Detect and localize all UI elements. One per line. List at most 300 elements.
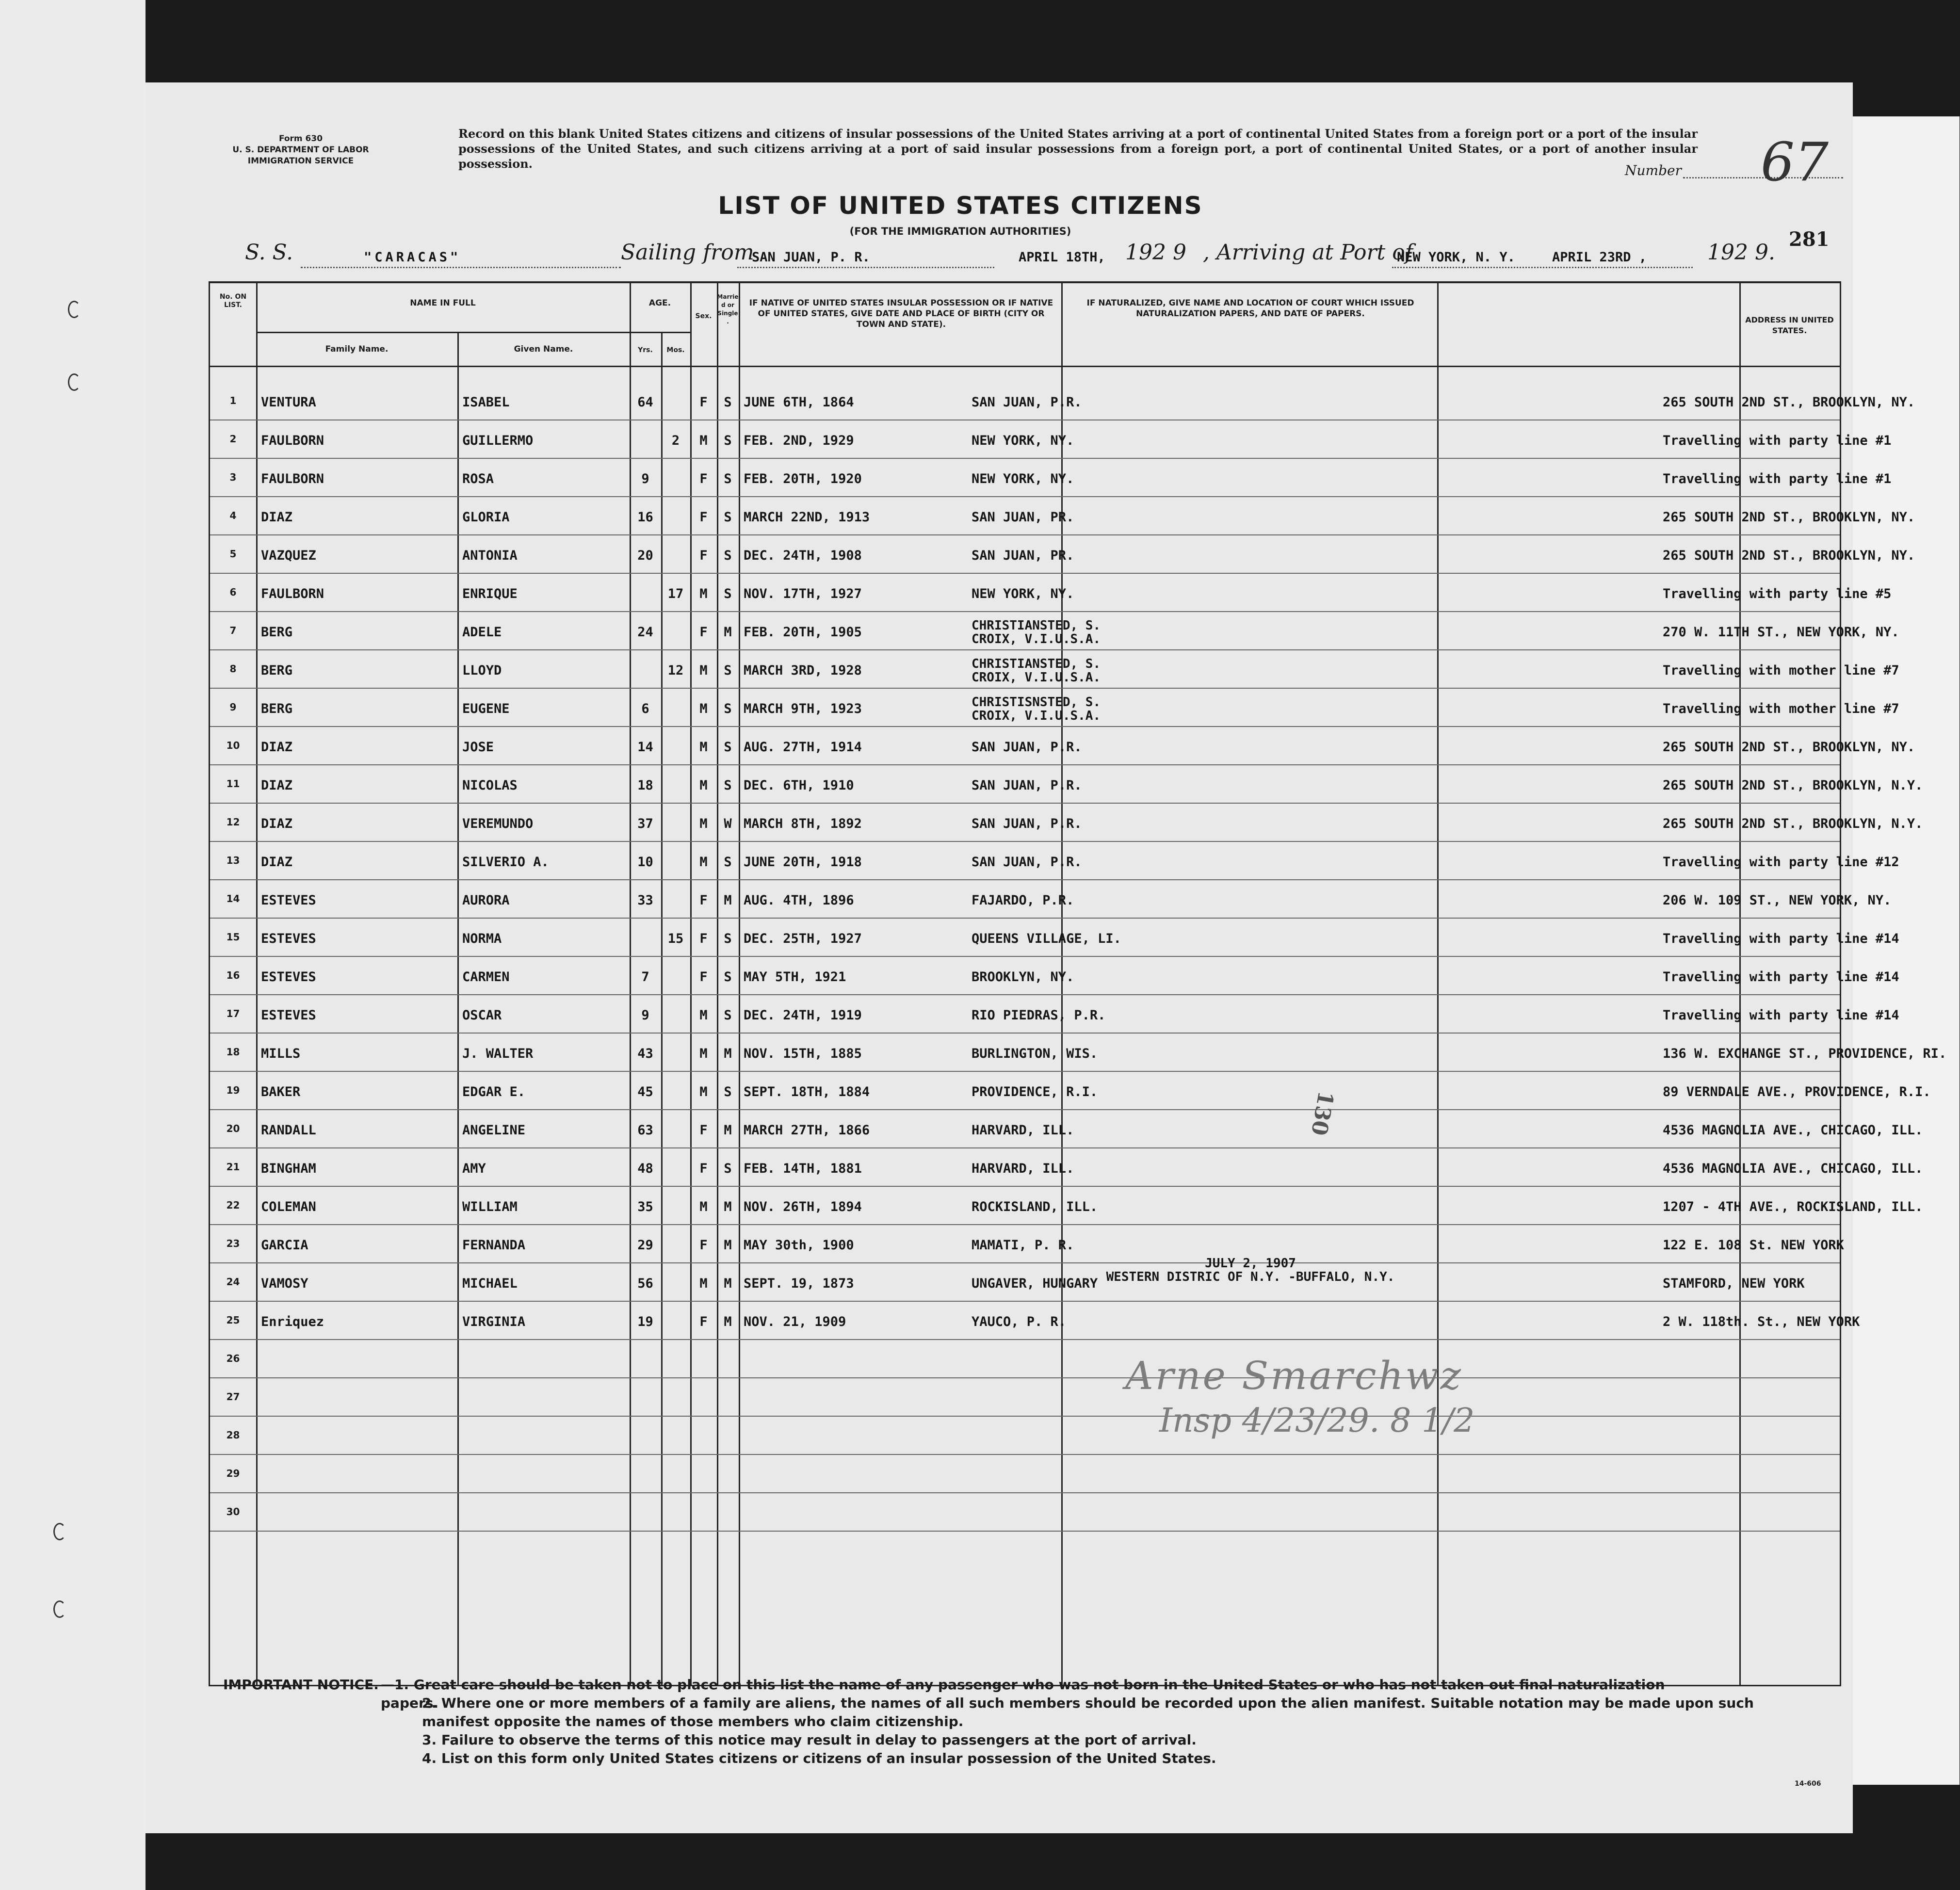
cell-n: 9: [229, 701, 237, 713]
cell-date: MARCH 3RD, 1928: [744, 663, 862, 678]
row-rule: [210, 573, 1840, 574]
cell-yrs: 9: [641, 471, 649, 486]
cell-sex: F: [699, 1161, 708, 1176]
inspection-note: Insp 4/23/29. 8 1/2: [1159, 1402, 1475, 1440]
cell-sex: M: [699, 1199, 708, 1214]
cell-yrs: 64: [637, 395, 653, 410]
row-rule: [210, 1071, 1840, 1072]
cell-ms: S: [724, 1084, 732, 1099]
cell-given: NICOLAS: [462, 778, 518, 793]
punch-hole: [68, 301, 81, 318]
cell-n: 3: [229, 471, 237, 483]
notice-item-4: 4. List on this form only United States citizens or citizens of an insular possession of the United States.: [422, 1750, 1216, 1766]
cell-addr: 122 E. 108 St. NEW YORK: [1663, 1238, 1844, 1253]
cell-ms: S: [724, 471, 732, 486]
cell-ms: M: [724, 1123, 732, 1138]
cell-ms: S: [724, 740, 732, 755]
stamp-130: 130: [1306, 1089, 1339, 1138]
cell-yrs: 7: [641, 969, 649, 985]
row-rule: [210, 918, 1840, 919]
cell-given: MICHAEL: [462, 1276, 518, 1291]
cell-ms: S: [724, 778, 732, 793]
cell-place: SAN JUAN, P.R.: [972, 740, 1082, 755]
col-given-header: Given Name.: [514, 344, 573, 354]
cell-date: MARCH 9TH, 1923: [744, 701, 862, 716]
cell-sex: M: [699, 433, 708, 448]
cell-addr: 2 W. 118th. St., NEW YORK: [1663, 1314, 1860, 1329]
arriving-dotline: [1392, 267, 1693, 268]
cell-sex: M: [699, 778, 708, 793]
cell-ms: S: [724, 663, 732, 678]
cell-n: 5: [229, 548, 237, 560]
row-rule: [210, 1377, 1840, 1378]
cell-ms: S: [724, 855, 732, 870]
col-birth-header: IF NATIVE OF UNITED STATES INSULAR POSSESSION OR IF NATIVE OF UNITED STATES, GIVE DATE AND PLACE OF BIRTH (CITY OR TOWN AND STATE).: [749, 298, 1053, 329]
cell-family: FAULBORN: [261, 471, 324, 486]
cell-place: HARVARD, ILL.: [972, 1161, 1074, 1176]
cell-given: CARMEN: [462, 969, 510, 985]
cell-n: 25: [226, 1314, 240, 1326]
cell-place: BROOKLYN, NY.: [972, 969, 1074, 985]
cell-n: 24: [226, 1276, 240, 1288]
cell-yrs: 37: [637, 816, 653, 831]
cell-given: GLORIA: [462, 510, 510, 525]
cell-date: AUG. 27TH, 1914: [744, 740, 862, 755]
cell-date: FEB. 14TH, 1881: [744, 1161, 862, 1176]
cell-date: FEB. 20TH, 1905: [744, 625, 862, 640]
cell-family: DIAZ: [261, 740, 293, 755]
cell-sex: M: [699, 816, 708, 831]
cell-yrs: 6: [641, 701, 649, 716]
cell-addr: 265 SOUTH 2ND ST., BROOKLYN, NY.: [1663, 510, 1915, 525]
cell-addr: 265 SOUTH 2ND ST., BROOKLYN, N.Y.: [1663, 778, 1923, 793]
cell-n: 18: [226, 1046, 240, 1058]
cell-n: 4: [229, 510, 237, 521]
cell-date: NOV. 15TH, 1885: [744, 1046, 862, 1061]
cell-given: EUGENE: [462, 701, 510, 716]
row-rule: [210, 764, 1840, 765]
cell-family: COLEMAN: [261, 1199, 316, 1214]
instructions-text: Record on this blank United States citizens and citizens of insular possessions of the United States arriving at a port of continental United States from a foreign port or a port of the insular possessions of the United States, and such citizens arriving at a port of said insular possessions from a foreign port, a port of continental United States, or a port of another insular possession.: [458, 127, 1698, 171]
cell-given: GUILLERMO: [462, 433, 534, 448]
cell-place: CHRISTIANSTED, S.: [972, 657, 1101, 671]
cell-yrs: 45: [637, 1084, 653, 1099]
cell-n: 2: [229, 433, 237, 445]
cell-given: AMY: [462, 1161, 486, 1176]
cell-place-line2: CROIX, V.I.U.S.A.: [972, 709, 1101, 723]
cell-given: NORMA: [462, 931, 502, 946]
cell-n: 23: [226, 1238, 240, 1249]
row-rule: [210, 994, 1840, 995]
cell-given: ANTONIA: [462, 548, 518, 563]
cell-n: 14: [226, 893, 240, 905]
cell-place: NEW YORK, NY.: [972, 471, 1074, 486]
cell-place: ROCKISLAND, ILL.: [972, 1199, 1098, 1214]
cell-addr: Travelling with party line #12: [1663, 855, 1899, 870]
cell-yrs: 35: [637, 1199, 653, 1214]
cell-sex: M: [699, 1046, 708, 1061]
cell-addr: Travelling with party line #5: [1663, 586, 1892, 601]
cell-n: 15: [226, 931, 240, 943]
year-two: 192 9.: [1707, 240, 1775, 265]
row-rule: [210, 1492, 1840, 1493]
cell-ms: M: [724, 1276, 732, 1291]
cell-ms: S: [724, 433, 732, 448]
cell-given: ADELE: [462, 625, 502, 640]
cell-addr: Travelling with party line #14: [1663, 1008, 1899, 1023]
cell-n: 30: [226, 1506, 240, 1518]
cell-ms: M: [724, 625, 732, 640]
row-rule: [210, 879, 1840, 880]
cell-n: 29: [226, 1468, 240, 1479]
cell-sex: F: [699, 395, 708, 410]
cell-date: FEB. 2ND, 1929: [744, 433, 854, 448]
cell-yrs: 19: [637, 1314, 653, 1329]
cell-date: JUNE 6TH, 1864: [744, 395, 854, 410]
cell-ms: S: [724, 931, 732, 946]
department: U. S. DEPARTMENT OF LABOR: [232, 145, 369, 155]
cell-date: FEB. 20TH, 1920: [744, 471, 862, 486]
cell-place: RIO PIEDRAS, P.R.: [972, 1008, 1106, 1023]
cell-naturalization-court: WESTERN DISTRIC OF N.Y. -BUFFALO, N.Y.: [1106, 1270, 1395, 1284]
list-title: LIST OF UNITED STATES CITIZENS: [718, 192, 1203, 220]
cell-ms: M: [724, 893, 732, 908]
cell-addr: 89 VERNDALE AVE., PROVIDENCE, R.I.: [1663, 1084, 1931, 1099]
cell-sex: F: [699, 510, 708, 525]
cell-given: LLOYD: [462, 663, 502, 678]
cell-given: EDGAR E.: [462, 1084, 526, 1099]
row-rule: [210, 534, 1840, 535]
cell-sex: F: [699, 893, 708, 908]
notice-item-1: —1. Great care should be taken not to place on this list the name of any passenger who was not born in the United States or who has not taken out final naturalization papers.: [381, 1677, 1665, 1711]
col-yrs-header: Yrs.: [638, 346, 653, 354]
cell-place: FAJARDO, P.R.: [972, 893, 1074, 908]
row-rule: [210, 649, 1840, 650]
col-naturalized-header: IF NATURALIZED, GIVE NAME AND LOCATION OF COURT WHICH ISSUED NATURALIZATION PAPERS, AND DATE OF PAPERS.: [1086, 298, 1414, 319]
ss-dotline: [301, 267, 621, 268]
sailing-from: SAN JUAN, P. R.: [752, 250, 870, 265]
cell-family: GARCIA: [261, 1238, 308, 1253]
number-label: Number: [1625, 162, 1682, 178]
cell-family: BERG: [261, 625, 293, 640]
col-married-header: Married or Single.: [717, 293, 739, 325]
cell-place: SAN JUAN, P.R.: [972, 816, 1082, 831]
row-rule: [210, 1454, 1840, 1455]
cell-n: 10: [226, 740, 240, 751]
left-backing-sheet: [0, 0, 146, 1890]
row-rule: [210, 1339, 1840, 1340]
col-address-header: ADDRESS IN UNITED STATES.: [1745, 315, 1834, 335]
cell-addr: Travelling with party line #1: [1663, 433, 1892, 448]
punch-hole: [53, 1523, 66, 1540]
cell-place: CHRISTIANSTED, S.: [972, 618, 1101, 633]
cell-addr: Travelling with party line #14: [1663, 969, 1899, 985]
cell-sex: M: [699, 663, 708, 678]
row-rule: [210, 1224, 1840, 1225]
cell-date: JUNE 20TH, 1918: [744, 855, 862, 870]
cell-yrs: 33: [637, 893, 653, 908]
cell-sex: F: [699, 548, 708, 563]
col-age-header: AGE.: [648, 298, 671, 308]
cell-date: NOV. 21, 1909: [744, 1314, 846, 1329]
cell-place-line2: CROIX, V.I.U.S.A.: [972, 670, 1101, 685]
cell-family: Enriquez: [261, 1314, 324, 1329]
cell-ms: S: [724, 969, 732, 985]
form-number: Form 630: [278, 134, 323, 144]
cell-mos: 15: [667, 931, 684, 946]
cell-n: 19: [226, 1084, 240, 1096]
cell-ms: S: [724, 586, 732, 601]
col-no-header: No. ON LIST.: [219, 293, 247, 309]
cell-n: 20: [226, 1123, 240, 1134]
cell-n: 13: [226, 855, 240, 866]
cell-family: RANDALL: [261, 1123, 316, 1138]
sailing-label: Sailing from: [621, 240, 754, 265]
cell-ms: M: [724, 1314, 732, 1329]
cell-sex: F: [699, 931, 708, 946]
cell-sex: M: [699, 855, 708, 870]
cell-sex: F: [699, 1123, 708, 1138]
cell-addr: 4536 MAGNOLIA AVE., CHICAGO, ILL.: [1663, 1123, 1923, 1138]
cell-place: SAN JUAN, P.R.: [972, 395, 1082, 410]
cell-family: DIAZ: [261, 510, 293, 525]
cell-mos: 17: [667, 586, 684, 601]
punch-hole: [68, 373, 81, 391]
cell-n: 11: [226, 778, 240, 790]
col-name-header: NAME IN FULL: [410, 298, 476, 308]
row-rule: [210, 1262, 1840, 1263]
cell-place: NEW YORK, NY.: [972, 586, 1074, 601]
row-rule: [210, 1416, 1840, 1417]
cell-ms: M: [724, 1238, 732, 1253]
cell-n: 12: [226, 816, 240, 828]
cell-family: DIAZ: [261, 816, 293, 831]
cell-date: MARCH 22ND, 1913: [744, 510, 870, 525]
row-rule: [210, 1301, 1840, 1302]
cell-addr: Travelling with mother line #7: [1663, 701, 1899, 716]
cell-given: ISABEL: [462, 395, 510, 410]
cell-given: ROSA: [462, 471, 494, 486]
list-subtitle: (FOR THE IMMIGRATION AUTHORITIES): [849, 226, 1071, 237]
inspector-signature: Arne Smarchwz: [1125, 1353, 1463, 1398]
sailing-dotline: [737, 267, 994, 268]
cell-ms: S: [724, 701, 732, 716]
cell-date: NOV. 17TH, 1927: [744, 586, 862, 601]
cell-given: J. WALTER: [462, 1046, 534, 1061]
cell-ms: S: [724, 548, 732, 563]
cell-given: AURORA: [462, 893, 510, 908]
page-number: 281: [1789, 228, 1830, 251]
row-rule: [210, 726, 1840, 727]
cell-addr: 4536 MAGNOLIA AVE., CHICAGO, ILL.: [1663, 1161, 1923, 1176]
cell-date: SEPT. 19, 1873: [744, 1276, 854, 1291]
row-rule: [210, 841, 1840, 842]
cell-family: VAMOSY: [261, 1276, 308, 1291]
arriving-date: APRIL 23RD ,: [1552, 250, 1647, 265]
cell-family: ESTEVES: [261, 893, 316, 908]
cell-ms: W: [724, 816, 732, 831]
cell-sex: M: [699, 740, 708, 755]
cell-addr: STAMFORD, NEW YORK: [1663, 1276, 1805, 1291]
cell-given: OSCAR: [462, 1008, 502, 1023]
cell-place: BURLINGTON, WIS.: [972, 1046, 1098, 1061]
cell-n: 22: [226, 1199, 240, 1211]
row-rule: [210, 496, 1840, 497]
cell-date: DEC. 25TH, 1927: [744, 931, 862, 946]
row-rule: [210, 956, 1840, 957]
cell-family: FAULBORN: [261, 586, 324, 601]
cell-given: VEREMUNDO: [462, 816, 534, 831]
col-family-header: Family Name.: [325, 344, 389, 354]
cell-date: DEC. 6TH, 1910: [744, 778, 854, 793]
row-rule: [210, 688, 1840, 689]
cell-mos: 2: [671, 433, 680, 448]
cell-family: BINGHAM: [261, 1161, 316, 1176]
cell-given: JOSE: [462, 740, 494, 755]
cell-family: ESTEVES: [261, 969, 316, 985]
row-rule: [210, 1147, 1840, 1148]
cell-ms: S: [724, 395, 732, 410]
cell-yrs: 63: [637, 1123, 653, 1138]
cell-sex: F: [699, 471, 708, 486]
sailing-date: APRIL 18TH,: [1019, 250, 1105, 265]
service: IMMIGRATION SERVICE: [247, 156, 354, 166]
cell-place: SAN JUAN, P.R.: [972, 855, 1082, 870]
arriving-port: NEW YORK, N. Y.: [1397, 250, 1515, 265]
cell-n: 6: [229, 586, 237, 598]
cell-addr: Travelling with party line #14: [1663, 931, 1899, 946]
cell-addr: 265 SOUTH 2ND ST., BROOKLYN, N.Y.: [1663, 816, 1923, 831]
notice-item-3: 3. Failure to observe the terms of this notice may result in delay to passengers at the port of arrival.: [422, 1732, 1197, 1748]
passenger-table: [209, 281, 1947, 1686]
cell-addr: 270 W. 11TH ST., NEW YORK, NY.: [1663, 625, 1899, 640]
year-one: 192 9: [1125, 240, 1186, 265]
cell-place: QUEENS VILLAGE, LI.: [972, 931, 1121, 946]
cell-yrs: 24: [637, 625, 653, 640]
cell-sex: M: [699, 1084, 708, 1099]
cell-yrs: 29: [637, 1238, 653, 1253]
cell-family: BERG: [261, 701, 293, 716]
cell-family: DIAZ: [261, 778, 293, 793]
cell-n: 7: [229, 625, 237, 636]
cell-family: ESTEVES: [261, 931, 316, 946]
cell-ms: S: [724, 1161, 732, 1176]
row-rule: [210, 1186, 1840, 1187]
cell-sex: F: [699, 625, 708, 640]
cell-place: SAN JUAN, PR.: [972, 510, 1074, 525]
cell-sex: M: [699, 586, 708, 601]
cell-yrs: 16: [637, 510, 653, 525]
number-value: 67: [1761, 131, 1829, 193]
cell-given: ANGELINE: [462, 1123, 526, 1138]
cell-yrs: 56: [637, 1276, 653, 1291]
cell-n: 1: [229, 395, 237, 406]
form-header: [213, 133, 388, 167]
cell-addr: 265 SOUTH 2ND ST., BROOKLYN, NY.: [1663, 395, 1915, 410]
cell-sex: F: [699, 1314, 708, 1329]
cell-sex: M: [699, 1008, 708, 1023]
cell-n: 26: [226, 1353, 240, 1364]
cell-place: SAN JUAN, P.R.: [972, 778, 1082, 793]
cell-given: VIRGINIA: [462, 1314, 526, 1329]
cell-n: 21: [226, 1161, 240, 1173]
cell-given: SILVERIO A.: [462, 855, 549, 870]
cell-sex: M: [699, 1276, 708, 1291]
cell-ms: S: [724, 510, 732, 525]
cell-yrs: 9: [641, 1008, 649, 1023]
notice-label: IMPORTANT NOTICE.: [223, 1677, 379, 1693]
cell-sex: F: [699, 1238, 708, 1253]
cell-n: 16: [226, 969, 240, 981]
cell-date: MARCH 8TH, 1892: [744, 816, 862, 831]
row-rule: [210, 611, 1840, 612]
cell-date: SEPT. 18TH, 1884: [744, 1084, 870, 1099]
cell-place: UNGAVER, HUNGARY: [972, 1276, 1098, 1291]
row-rule: [210, 1109, 1840, 1110]
cell-place: PROVIDENCE, R.I.: [972, 1084, 1098, 1099]
cell-place: CHRISTISNSTED, S.: [972, 695, 1101, 710]
cell-place: NEW YORK, NY.: [972, 433, 1074, 448]
cell-ms: S: [724, 1008, 732, 1023]
notice-item-2: 2. Where one or more members of a family are aliens, the names of all such members should be recorded upon the alien manifest. Suitable notation may be made upon such manifest opposite the names of those members who claim citizenship.: [422, 1695, 1754, 1729]
col-sex-header: Sex.: [695, 312, 712, 320]
cell-ms: M: [724, 1199, 732, 1214]
cell-n: 27: [226, 1391, 240, 1403]
cell-place: YAUCO, P. R.: [972, 1314, 1067, 1329]
cell-sex: F: [699, 969, 708, 985]
cell-yrs: 18: [637, 778, 653, 793]
ss-label: S. S.: [245, 240, 293, 265]
cell-place: MAMATI, P. R.: [972, 1238, 1074, 1253]
cell-addr: 206 W. 109 ST., NEW YORK, NY.: [1663, 893, 1892, 908]
cell-addr: 265 SOUTH 2ND ST., BROOKLYN, NY.: [1663, 548, 1915, 563]
cell-place: HARVARD, ILL.: [972, 1123, 1074, 1138]
cell-date: MAY 30th, 1900: [744, 1238, 854, 1253]
cell-family: VENTURA: [261, 395, 316, 410]
cell-addr: 136 W. EXCHANGE ST., PROVIDENCE, RI.: [1663, 1046, 1947, 1061]
row-rule: [210, 803, 1840, 804]
cell-n: 17: [226, 1008, 240, 1019]
row-layer: [210, 283, 1947, 1685]
cell-place-line2: CROIX, V.I.U.S.A.: [972, 632, 1101, 646]
cell-given: FERNANDA: [462, 1238, 526, 1253]
form-code: 14-606: [1795, 1780, 1821, 1788]
row-rule: [210, 1033, 1840, 1034]
cell-addr: 1207 - 4TH AVE., ROCKISLAND, ILL.: [1663, 1199, 1923, 1214]
cell-family: FAULBORN: [261, 433, 324, 448]
cell-sex: M: [699, 701, 708, 716]
cell-date: MAY 5TH, 1921: [744, 969, 846, 985]
cell-ms: M: [724, 1046, 732, 1061]
cell-n: 8: [229, 663, 237, 675]
cell-date: AUG. 4TH, 1896: [744, 893, 854, 908]
arriving-label: , Arriving at Port of: [1203, 240, 1413, 265]
cell-yrs: 48: [637, 1161, 653, 1176]
cell-family: VAZQUEZ: [261, 548, 316, 563]
cell-mos: 12: [667, 663, 684, 678]
row-rule: [210, 458, 1840, 459]
cell-addr: Travelling with mother line #7: [1663, 663, 1899, 678]
cell-addr: 265 SOUTH 2ND ST., BROOKLYN, NY.: [1663, 740, 1915, 755]
cell-yrs: 10: [637, 855, 653, 870]
cell-yrs: 20: [637, 548, 653, 563]
cell-addr: Travelling with party line #1: [1663, 471, 1892, 486]
cell-yrs: 14: [637, 740, 653, 755]
cell-date: DEC. 24TH, 1919: [744, 1008, 862, 1023]
cell-family: ESTEVES: [261, 1008, 316, 1023]
cell-naturalization-date: JULY 2, 1907: [1205, 1256, 1296, 1271]
manifest-page: [146, 82, 1947, 1833]
